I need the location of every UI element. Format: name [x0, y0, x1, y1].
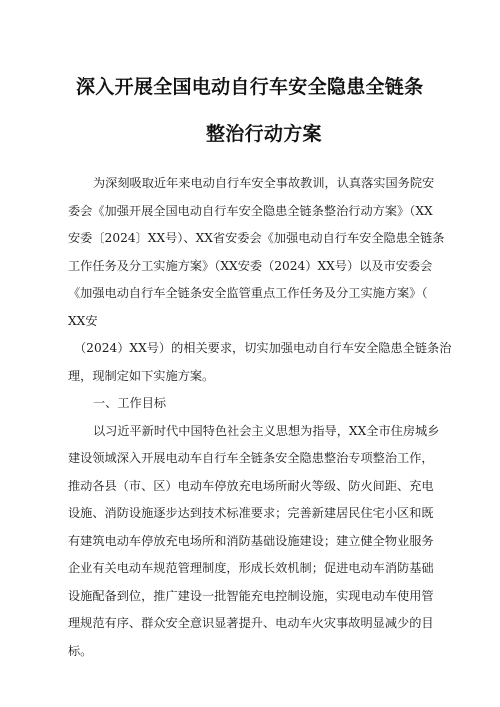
paragraph-1-line: （2024）XX号）的相关要求，切实加强电动自行车安全隐患全链条治: [74, 341, 452, 355]
paragraph-1-line: 工作任务及分工实施方案》（XX安委（2024）XX号）以及市安委会: [68, 258, 433, 273]
paragraph-2-line: 设施配备到位，推广建设一批智能充电控制设施，实现电动车使用管: [68, 588, 434, 603]
document-title-line-2: 整治行动方案: [206, 123, 322, 145]
paragraph-1-line: 为深刻吸取近年来电动自行车安全事故教训，认真落实国务院安: [93, 176, 435, 190]
paragraph-1-line: 《加强电动自行车全链条安全监管重点工作任务及分工实施方案》（: [68, 286, 428, 300]
paragraph-2-line: 企业有关电动车规范管理制度，形成长效机制；促进电动车消防基础: [68, 561, 434, 575]
paragraph-1-line: 理，现制定如下实施方案。: [68, 368, 215, 383]
paragraph-2-line: 理规范有序、群众安全意识显著提升、电动车火灾事故明显减少的目: [68, 616, 434, 630]
paragraph-2-line: 标。: [68, 643, 93, 658]
section-heading: 一、工作目标: [93, 396, 167, 410]
document-title-line-1: 深入开展全国电动自行车安全隐患全链条: [76, 76, 424, 98]
paragraph-1-line: 委会《加强开展全国电动自行车安全隐患全链条整治行动方案》（XX: [68, 203, 433, 218]
paragraph-2-line: 建设领域深入开展电动车自行车全链条安全隐患整治专项整治工作，: [68, 451, 434, 465]
document-body: [68, 170, 464, 665]
paragraph-1-line: XX安: [68, 313, 98, 328]
paragraph-2-line: 推动各县（市、区）电动车停放充电场所耐火等级、防火间距、充电: [68, 478, 434, 493]
paragraph-1-line: 安委〔2024〕XX号）、XX省安委会《加强电动自行车安全隐患全链条: [68, 231, 445, 245]
paragraph-2-line: 设施、消防设施逐步达到技术标准要求；完善新建居民住宅小区和既: [68, 506, 434, 520]
paragraph-2-line: 有建筑电动车停放充电场所和消防基础设施建设；建立健全物业服务: [68, 533, 434, 548]
paragraph-2-line: 以习近平新时代中国特色社会主义思想为指导，XX全市住房城乡: [93, 423, 440, 438]
